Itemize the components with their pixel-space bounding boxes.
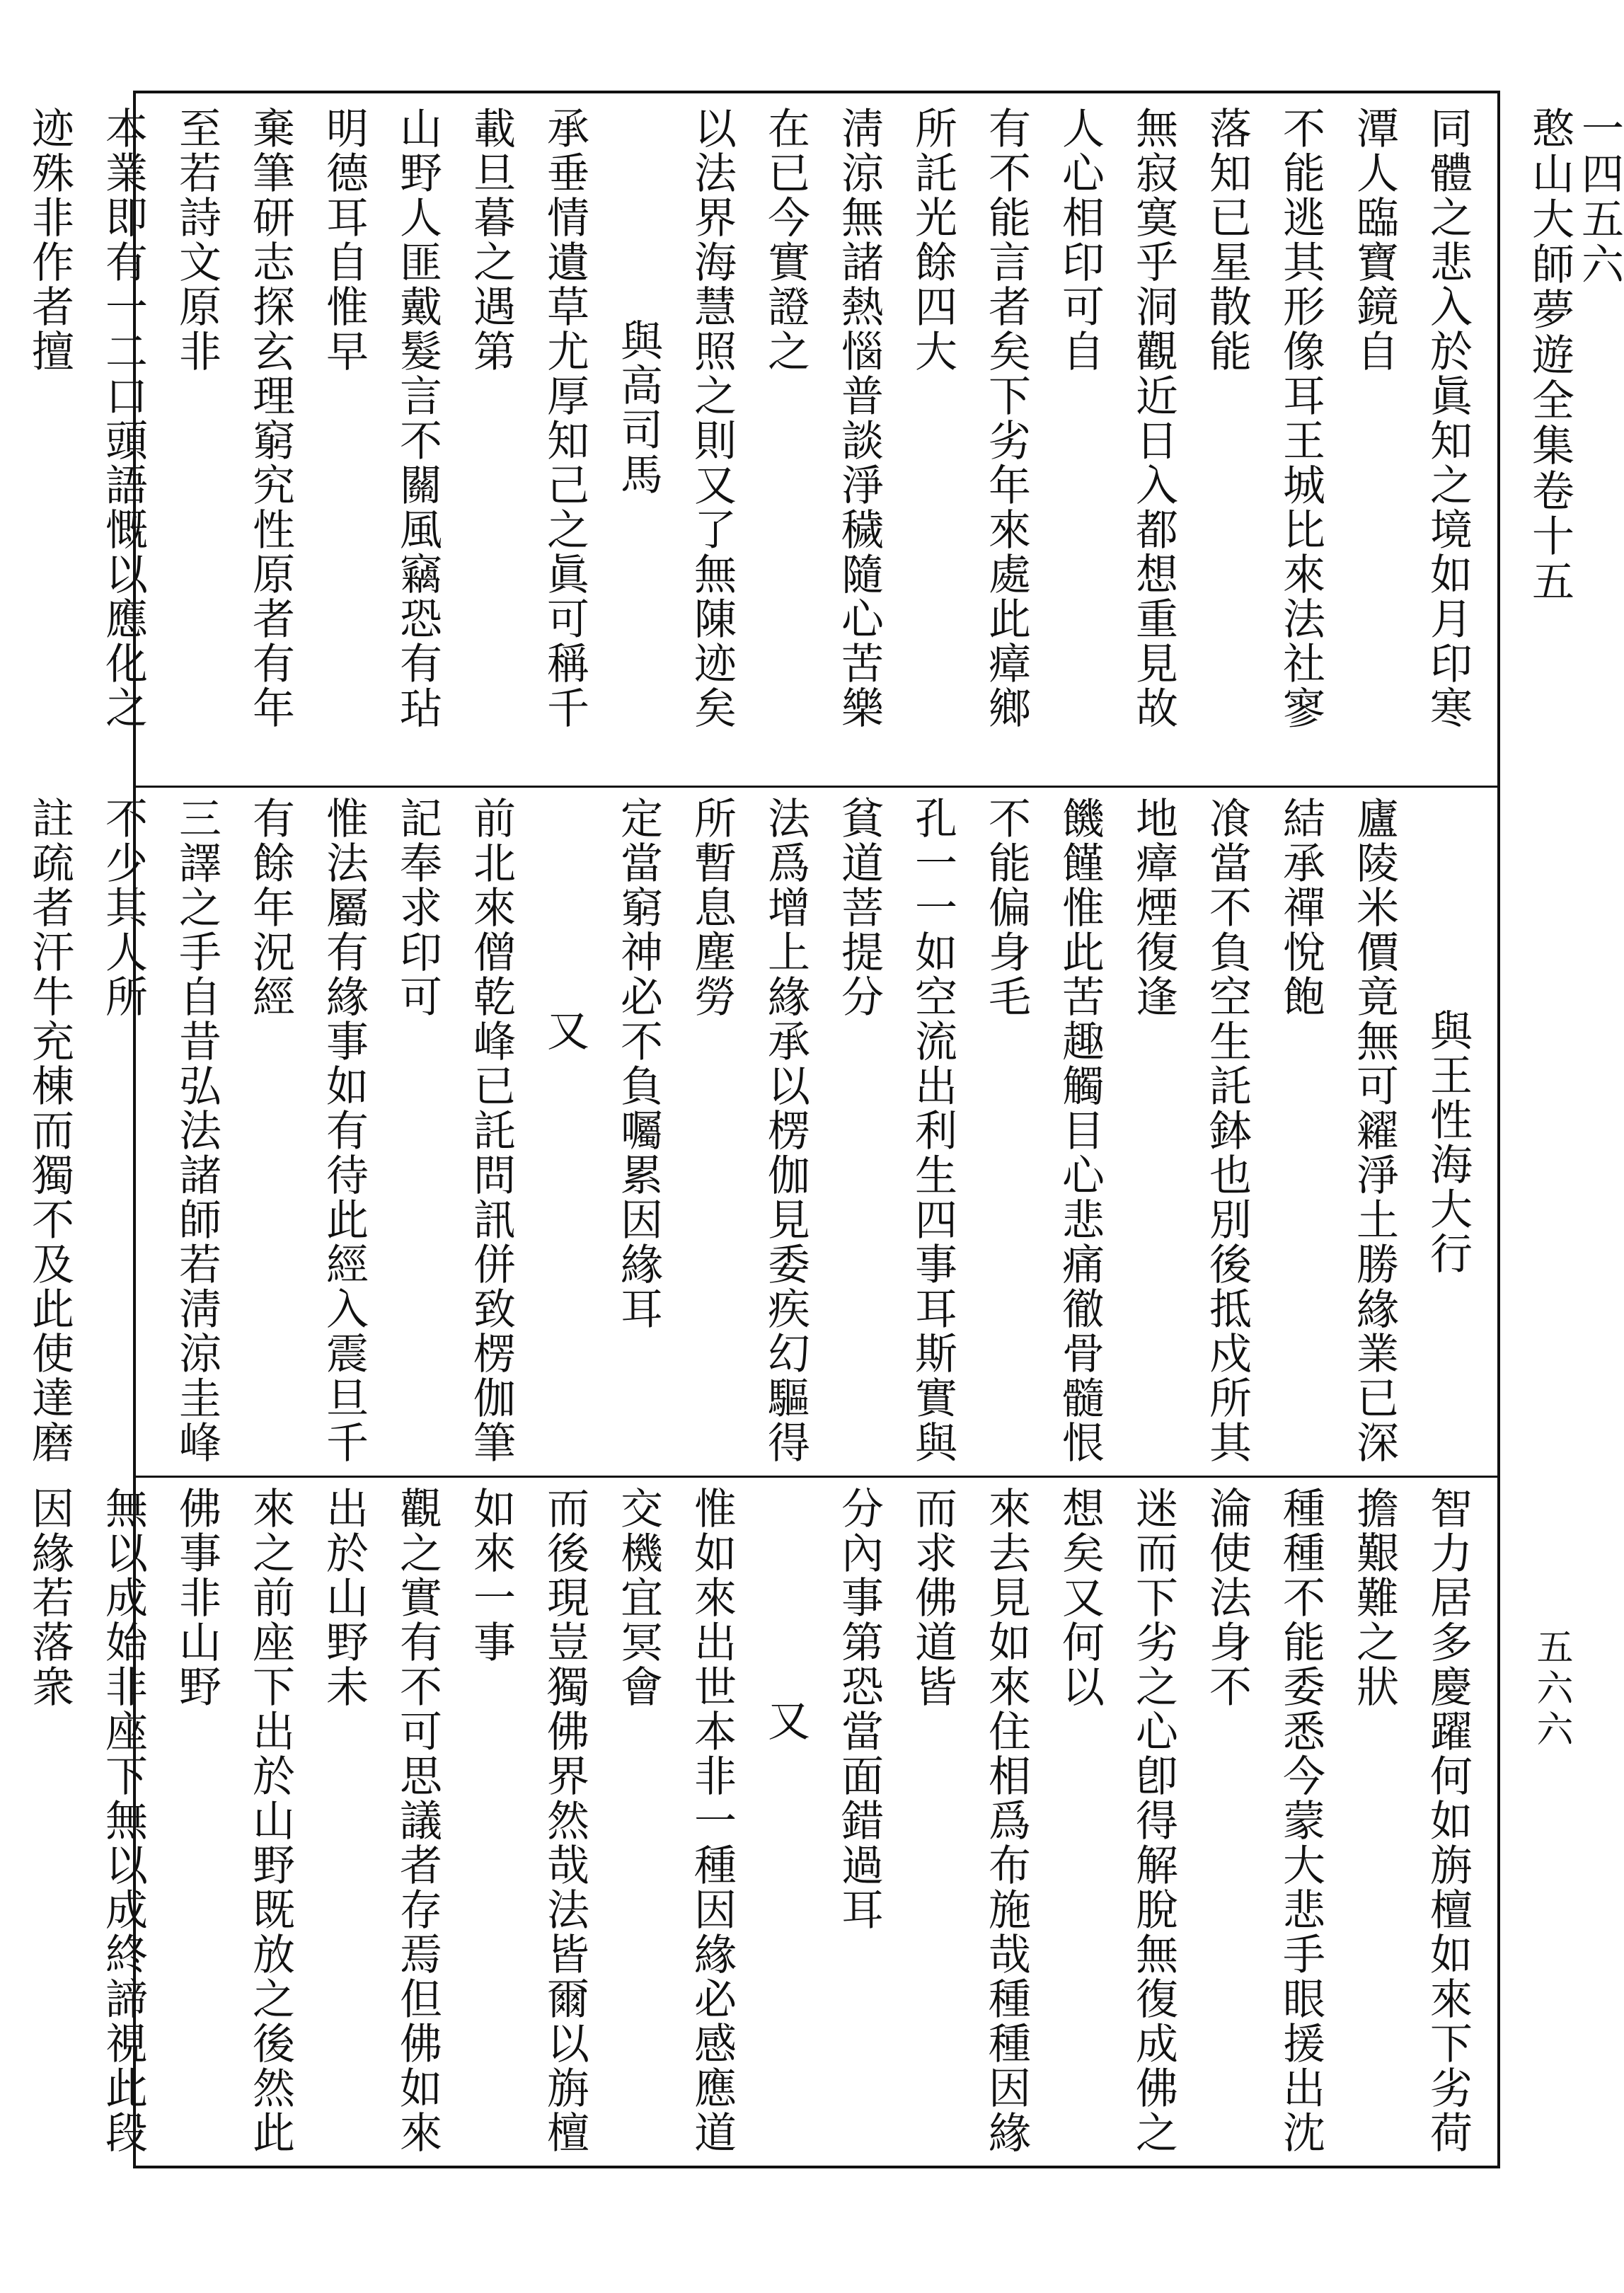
text-column: 觀之實有不可思議者存焉但佛如來出於山野未 (319, 1486, 442, 2155)
text-panel-bottom (25, 1486, 1485, 2155)
text-column: 迷而下劣之心卽得解脫無復成佛之想矣又何以 (1055, 1486, 1178, 2155)
text-column: 廬陵米價竟無可糴淨土勝緣業已深結承禪悅飽 (1276, 796, 1399, 1465)
letter-title: 又 (761, 1699, 810, 1743)
running-header (1525, 106, 1624, 604)
text-column: 種種不能委悉今蒙大悲手眼援出沈淪使法身不 (1202, 1486, 1325, 2155)
text-panel-top (25, 106, 1485, 771)
letter-title: 與王性海大行 (1423, 1008, 1473, 1276)
letter-title: 又 (540, 1008, 589, 1053)
text-panel-middle (25, 796, 1485, 1465)
text-column: 三譯之手自昔弘法諸師若淸涼圭峰不少其人所 (98, 796, 221, 1465)
text-column: 定當窮神必不負囑累因緣耳 (614, 796, 663, 1331)
text-column: 淸涼無諸熱惱普談淨穢隨心苦樂在已今實證之 (761, 106, 884, 730)
text-column: 同體之悲入於眞知之境如月印寒潭人臨寶鏡自 (1349, 106, 1473, 730)
text-column: 法爲增上緣承以楞伽見委疾幻驅得所暫息塵勞 (687, 796, 810, 1465)
text-column: 承垂情遺草尤厚知己之眞可稱千載旦暮之遇第 (466, 106, 589, 730)
volume-number: 一四五六 (1574, 106, 1624, 287)
text-column: 以法界海慧照之則又了無陳迹矣 (687, 106, 737, 730)
text-column: 而後現豈獨佛界然哉法皆爾以旃檀如來一事 (466, 1486, 589, 2155)
text-column (0, 106, 13, 771)
text-column: 無以成始非座下無以成終諦視此段因緣若落衆 (25, 1486, 148, 2155)
text-column: 有不能言者矣下劣年來處此瘴鄉所託光餘四大 (908, 106, 1031, 730)
book-title: 憨山大師夢遊全集卷十五 (1525, 106, 1574, 604)
text-column: 前北來僧乾峰已託問訊併致楞伽筆記奉求印可 (393, 796, 516, 1465)
text-column: 饑饉惟此苦趣觸目心悲痛徹骨髓恨不能偏身毛 (981, 796, 1105, 1465)
text-column: 不能逃其形像耳王城比來法社寥落知已星散能 (1202, 106, 1325, 730)
panel-divider-bottom (133, 1476, 1500, 1478)
text-column: 孔一一如空流出利生四事耳斯實與貧道菩提分 (834, 796, 957, 1465)
text-column: 分內事第恐當面錯過耳 (834, 1486, 884, 1932)
letter-title: 與高司馬 (614, 318, 663, 497)
page-number: 五六六 (1530, 1628, 1572, 1751)
text-column: 智力居多慶躍何如旃檀如來下劣荷擔艱難之狀 (1349, 1486, 1473, 2155)
text-column: 惟如來出世本非一種因緣必感應道交機宜冥會 (614, 1486, 737, 2155)
panel-divider-top (133, 786, 1500, 788)
text-column: 來去見如來住相爲布施哉種種因緣而求佛道皆 (908, 1486, 1031, 2155)
text-column: 無寂寞乎洞觀近日入都想重見故人心相印可自 (1055, 106, 1178, 730)
text-column: 棄筆研志探玄理窮究性原者有年至若詩文原非 (172, 106, 295, 730)
text-column: 飡當不負空生託鉢也別後抵戍所其地瘴煙復逢 (1129, 796, 1252, 1465)
text-column: 山野人匪戴髮言不關風竊恐有玷明德耳自惟早 (319, 106, 442, 730)
text-column: 惟法屬有緣事如有待此經入震旦千有餘年況經 (246, 796, 369, 1465)
text-column: 本業即有一二口頭語慨以應化之迹殊非作者擅 (25, 106, 148, 730)
text-column (0, 1486, 13, 2155)
text-column: 來之前座下出於山野既放之後然此佛事非山野 (172, 1486, 295, 2155)
text-column: 註疏者汗牛充棟而獨不及此使達磨 (25, 796, 74, 1465)
